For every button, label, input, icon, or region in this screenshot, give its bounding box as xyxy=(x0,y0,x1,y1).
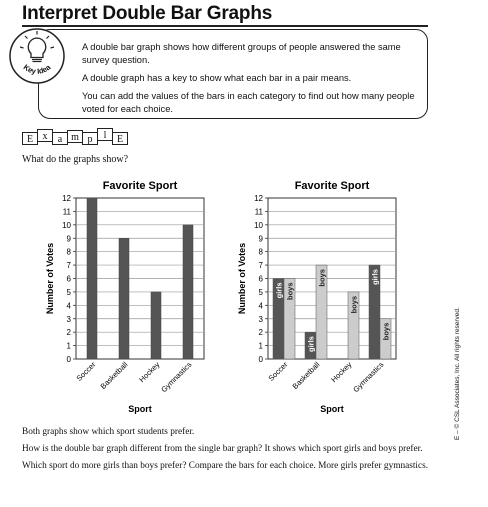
explanation-text xyxy=(22,426,442,477)
x-axis-label: Sport xyxy=(128,404,152,414)
key-idea-paragraph: You can add the values of the bars in each category to find out how many people voted for each choice. xyxy=(82,91,415,114)
example-letter: a xyxy=(52,132,68,145)
x-tick-label: Hockey xyxy=(329,360,354,385)
bar xyxy=(151,292,161,359)
x-axis-label: Sport xyxy=(320,404,344,414)
y-tick-label: 1 xyxy=(66,341,71,351)
bar-label: boys xyxy=(285,282,295,301)
key-idea-label: Key Idea xyxy=(21,62,53,76)
x-tick-label: Soccer xyxy=(266,360,290,383)
y-tick-label: 10 xyxy=(254,220,263,230)
y-axis-label: Number of Votes xyxy=(45,242,55,315)
y-tick-label: 3 xyxy=(66,314,71,324)
y-tick-label: 12 xyxy=(62,194,71,203)
double-bar-chart-svg xyxy=(232,176,432,421)
double-bar-chart xyxy=(232,176,432,421)
key-idea-paragraph: A double graph has a key to show what each bar in a pair means. xyxy=(82,73,352,83)
y-tick-label: 11 xyxy=(254,207,263,217)
title-underline xyxy=(22,25,428,27)
bar-label: boys xyxy=(381,322,391,341)
key-idea-text xyxy=(82,41,422,121)
y-tick-label: 5 xyxy=(66,287,71,297)
y-tick-label: 9 xyxy=(258,234,263,244)
y-tick-label: 7 xyxy=(66,261,71,271)
y-tick-label: 8 xyxy=(258,247,263,257)
y-tick-label: 9 xyxy=(66,234,71,244)
y-tick-label: 6 xyxy=(66,274,71,284)
example-letter: p xyxy=(82,132,98,145)
explanation-paragraph: Both graphs show which sport students prefer. xyxy=(22,427,195,437)
bar-label: girls xyxy=(370,269,380,285)
bar xyxy=(183,225,193,359)
y-tick-label: 0 xyxy=(66,355,71,364)
x-tick-label: Hockey xyxy=(137,360,162,385)
example-tag xyxy=(22,132,127,145)
bar xyxy=(119,238,129,359)
x-tick-label: Basketball xyxy=(290,360,322,391)
y-tick-label: 5 xyxy=(258,287,263,297)
y-tick-label: 12 xyxy=(254,194,263,203)
x-tick-label: Gymnastics xyxy=(351,360,386,395)
example-letter: m xyxy=(67,130,83,143)
chart-title: Favorite Sport xyxy=(294,180,370,192)
bar-label: boys xyxy=(317,269,327,287)
bar-label: girls xyxy=(274,282,284,299)
page-title: Interpret Double Bar Graphs xyxy=(22,3,273,24)
y-tick-label: 6 xyxy=(258,274,263,284)
y-tick-label: 11 xyxy=(62,207,71,217)
key-idea-badge xyxy=(8,27,66,85)
bar-label: boys xyxy=(349,295,359,314)
copyright-notice: E – © CSL Associates, Inc. All rights reserved. xyxy=(454,307,461,440)
y-tick-label: 10 xyxy=(62,220,71,230)
example-letter: E xyxy=(22,132,38,145)
y-tick-label: 2 xyxy=(66,328,71,338)
y-tick-label: 0 xyxy=(258,355,263,364)
y-tick-label: 4 xyxy=(258,301,263,311)
x-tick-label: Basketball xyxy=(98,360,130,391)
single-bar-chart xyxy=(40,176,240,421)
explanation-paragraph: How is the double bar graph different from the single bar graph? It shows which sport girls and boys prefer. xyxy=(22,444,423,454)
y-axis-label: Number of Votes xyxy=(237,242,247,315)
chart-title: Favorite Sport xyxy=(102,180,178,192)
example-letter: x xyxy=(37,129,53,142)
x-tick-label: Soccer xyxy=(74,360,98,383)
y-tick-label: 7 xyxy=(258,261,263,271)
x-tick-label: Gymnastics xyxy=(159,360,194,395)
example-letter: l xyxy=(97,128,113,141)
y-tick-label: 3 xyxy=(258,314,263,324)
explanation-paragraph: Which sport do more girls than boys prefer? Compare the bars for each choice. More girls prefer gymnastics. xyxy=(22,461,429,471)
single-bar-chart-svg xyxy=(40,176,240,421)
example-letter: E xyxy=(112,132,128,145)
y-tick-label: 4 xyxy=(66,301,71,311)
key-idea-paragraph: A double bar graph shows how different groups of people answered the same survey question. xyxy=(82,42,401,65)
y-tick-label: 8 xyxy=(66,247,71,257)
y-tick-label: 1 xyxy=(258,341,263,351)
y-tick-label: 2 xyxy=(258,328,263,338)
example-question: What do the graphs show? xyxy=(22,154,129,165)
bar-label: girls xyxy=(306,336,316,353)
bar xyxy=(87,198,97,359)
